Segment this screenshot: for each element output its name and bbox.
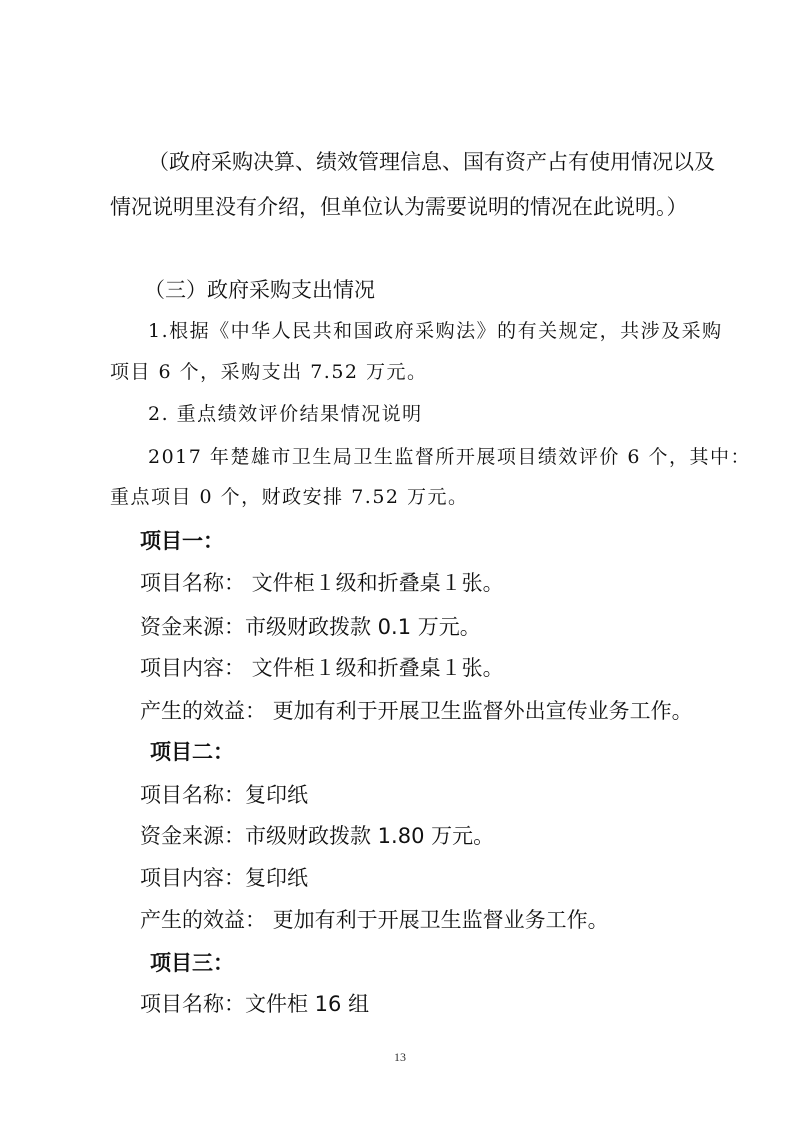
note-line-2: 情况说明里没有介绍，但单位认为需要说明的情况在此说明。） xyxy=(110,195,688,219)
project-1-benefit: 产生的效益： 更加有利于开展卫生监督外出宣传业务工作。 xyxy=(140,699,693,723)
project-1-content: 项目内容： 文件柜１级和折叠桌１张。 xyxy=(140,656,504,680)
section-heading: （三）政府采购支出情况 xyxy=(144,278,375,302)
paragraph-1-line-2: 项目 6 个，采购支出 7.52 万元。 xyxy=(110,361,428,383)
project-1-title: 项目一： xyxy=(140,529,224,553)
project-1-name: 项目名称： 文件柜１级和折叠桌１张。 xyxy=(140,571,504,595)
page-number: 13 xyxy=(394,1050,406,1064)
project-2-funding: 资金来源：市级财政拨款 1.80 万元。 xyxy=(140,824,495,848)
project-2-content: 项目内容：复印纸 xyxy=(140,866,308,890)
paragraph-1-line-1: 1.根据《中华人民共和国政府采购法》的有关规定，共涉及采购 xyxy=(148,320,723,342)
project-3-title: 项目三： xyxy=(150,951,234,975)
project-2-benefit: 产生的效益： 更加有利于开展卫生监督业务工作。 xyxy=(140,908,609,932)
project-2-name: 项目名称：复印纸 xyxy=(140,783,308,807)
paragraph-2-line-1: 2017 年楚雄市卫生局卫生监督所开展项目绩效评价 6 个，其中： xyxy=(148,446,752,468)
project-2-title: 项目二： xyxy=(150,740,234,764)
note-line-1: （政府采购决算、绩效管理信息、国有资产占有使用情况以及 xyxy=(148,150,715,174)
project-1-funding: 资金来源：市级财政拨款 0.1 万元。 xyxy=(140,615,481,639)
paragraph-2-line-2: 重点项目 0 个，财政安排 7.52 万元。 xyxy=(110,486,469,508)
paragraph-2-heading: 2. 重点绩效评价结果情况说明 xyxy=(148,403,423,425)
project-3-name: 项目名称：文件柜 16 组 xyxy=(140,992,370,1016)
